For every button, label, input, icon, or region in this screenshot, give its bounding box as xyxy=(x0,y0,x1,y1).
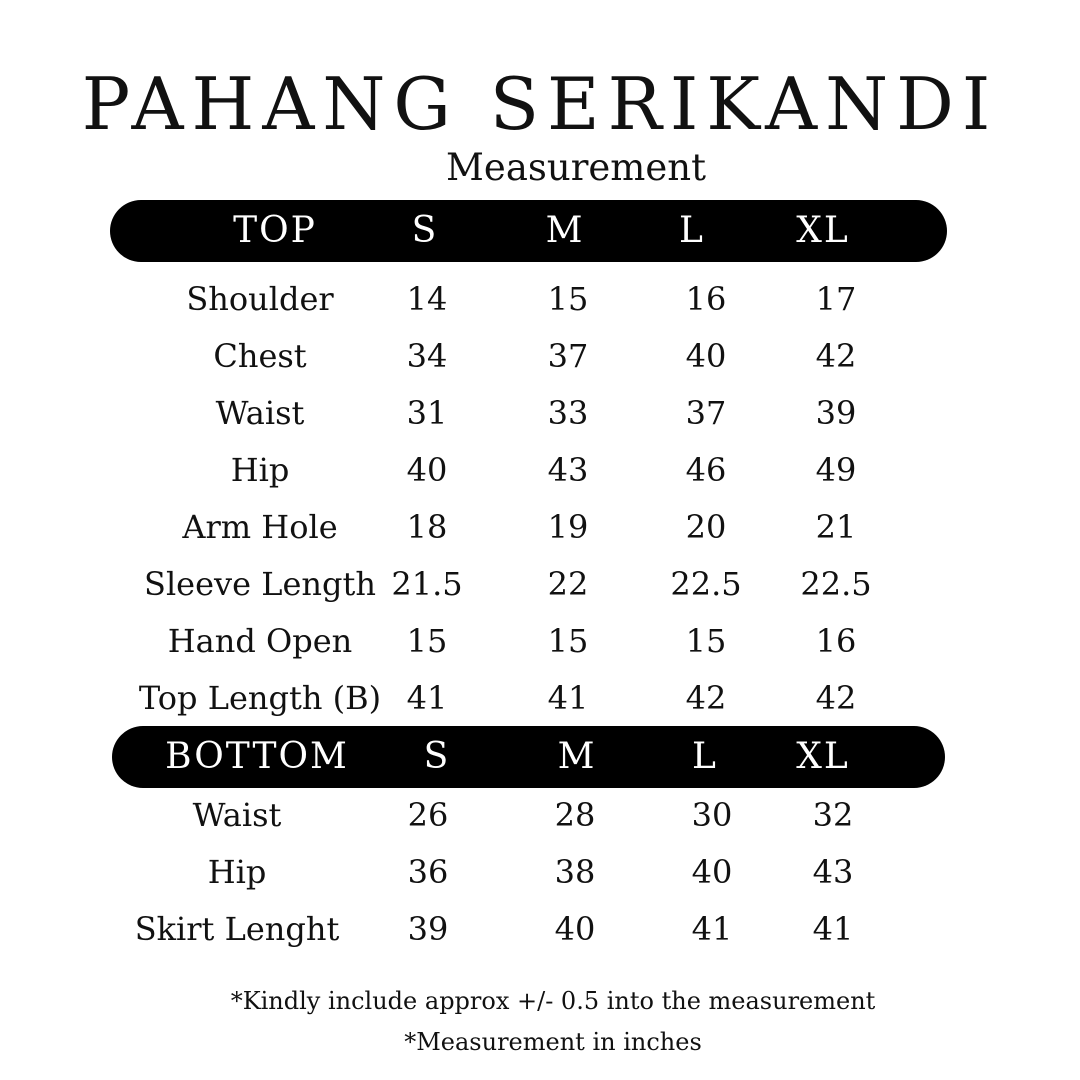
top-table-cell-label: Hip xyxy=(230,451,290,489)
top-header-size-xl: XL xyxy=(796,210,850,251)
bottom-table-cell-label: Skirt Lenght xyxy=(134,910,340,948)
bottom-table-cell-size-l: 40 xyxy=(691,853,733,891)
bottom-table-header xyxy=(112,726,945,788)
top-table-cell-size-m: 43 xyxy=(547,451,589,489)
bottom-table-cell-size-s: 36 xyxy=(407,853,449,891)
top-table-cell-size-s: 31 xyxy=(406,394,448,432)
top-table-row xyxy=(0,616,1080,666)
page-title: PAHANG SERIKANDI xyxy=(81,62,999,146)
top-table-row xyxy=(0,673,1080,723)
top-table-cell-label: Sleeve Length xyxy=(144,565,376,603)
top-table-cell-size-xl: 17 xyxy=(815,280,857,318)
top-table-row xyxy=(0,502,1080,552)
top-table-cell-size-m: 22 xyxy=(547,565,589,603)
footnote-units: *Measurement in inches xyxy=(404,1028,702,1056)
top-table-cell-label: Waist xyxy=(215,394,305,432)
top-table-cell-size-l: 46 xyxy=(685,451,727,489)
bottom-header-size-xl: XL xyxy=(796,736,850,777)
top-table-cell-size-s: 34 xyxy=(406,337,448,375)
top-table-cell-size-s: 40 xyxy=(406,451,448,489)
bottom-table-cell-size-l: 30 xyxy=(691,796,733,834)
bottom-header-size-l: L xyxy=(692,736,718,777)
top-table-cell-size-xl: 21 xyxy=(815,508,857,546)
top-table-cell-size-xl: 42 xyxy=(815,337,857,375)
bottom-table-cell-label: Waist xyxy=(192,796,282,834)
top-header-label: TOP xyxy=(233,210,317,251)
top-table-cell-size-m: 33 xyxy=(547,394,589,432)
top-table-cell-size-s: 41 xyxy=(406,679,448,717)
top-table-cell-size-s: 14 xyxy=(406,280,448,318)
top-table-cell-size-xl: 42 xyxy=(815,679,857,717)
top-table-row xyxy=(0,331,1080,381)
top-table-cell-size-l: 37 xyxy=(685,394,727,432)
top-table-cell-size-m: 19 xyxy=(547,508,589,546)
top-table-row xyxy=(0,274,1080,324)
bottom-table-cell-size-l: 41 xyxy=(691,910,733,948)
top-header-size-m: M xyxy=(545,210,585,251)
top-table-cell-size-xl: 39 xyxy=(815,394,857,432)
top-header-size-s: S xyxy=(411,210,439,251)
bottom-table-cell-size-m: 28 xyxy=(554,796,596,834)
bottom-table-cell-size-m: 40 xyxy=(554,910,596,948)
top-header-size-l: L xyxy=(679,210,705,251)
top-table-cell-label: Hand Open xyxy=(167,622,353,660)
top-table-cell-size-xl: 49 xyxy=(815,451,857,489)
top-table-cell-size-s: 21.5 xyxy=(391,565,463,603)
top-table-row xyxy=(0,559,1080,609)
top-table-cell-size-m: 15 xyxy=(547,280,589,318)
top-table-cell-label: Shoulder xyxy=(186,280,334,318)
top-table-cell-size-s: 18 xyxy=(406,508,448,546)
top-table-cell-label: Arm Hole xyxy=(182,508,338,546)
top-table-cell-size-l: 40 xyxy=(685,337,727,375)
top-table-header xyxy=(110,200,947,262)
top-table-cell-label: Chest xyxy=(213,337,307,375)
top-table-cell-size-xl: 22.5 xyxy=(800,565,872,603)
top-table-cell-size-l: 22.5 xyxy=(670,565,742,603)
bottom-table-cell-size-s: 39 xyxy=(407,910,449,948)
page-subtitle: Measurement xyxy=(446,146,706,189)
top-table-cell-size-m: 37 xyxy=(547,337,589,375)
bottom-table-cell-label: Hip xyxy=(207,853,267,891)
top-table-cell-size-l: 20 xyxy=(685,508,727,546)
bottom-table-row xyxy=(0,904,1080,954)
top-table-cell-size-l: 42 xyxy=(685,679,727,717)
top-table-cell-size-m: 15 xyxy=(547,622,589,660)
top-table-cell-size-l: 16 xyxy=(685,280,727,318)
top-table-cell-size-l: 15 xyxy=(685,622,727,660)
top-table-cell-size-m: 41 xyxy=(547,679,589,717)
bottom-table-cell-size-s: 26 xyxy=(407,796,449,834)
bottom-table-row xyxy=(0,790,1080,840)
bottom-header-label: BOTTOM xyxy=(165,736,349,777)
bottom-header-size-s: S xyxy=(423,736,451,777)
footnote-tolerance: *Kindly include approx +/- 0.5 into the measurement xyxy=(230,987,876,1015)
bottom-table-cell-size-xl: 43 xyxy=(812,853,854,891)
bottom-table-cell-size-xl: 32 xyxy=(812,796,854,834)
top-table-row xyxy=(0,388,1080,438)
top-table-cell-size-xl: 16 xyxy=(815,622,857,660)
bottom-table-cell-size-xl: 41 xyxy=(812,910,854,948)
bottom-table-row xyxy=(0,847,1080,897)
top-table-cell-size-s: 15 xyxy=(406,622,448,660)
bottom-table-cell-size-m: 38 xyxy=(554,853,596,891)
bottom-header-size-m: M xyxy=(557,736,597,777)
top-table-row xyxy=(0,445,1080,495)
top-table-cell-label: Top Length (B) xyxy=(138,679,382,717)
